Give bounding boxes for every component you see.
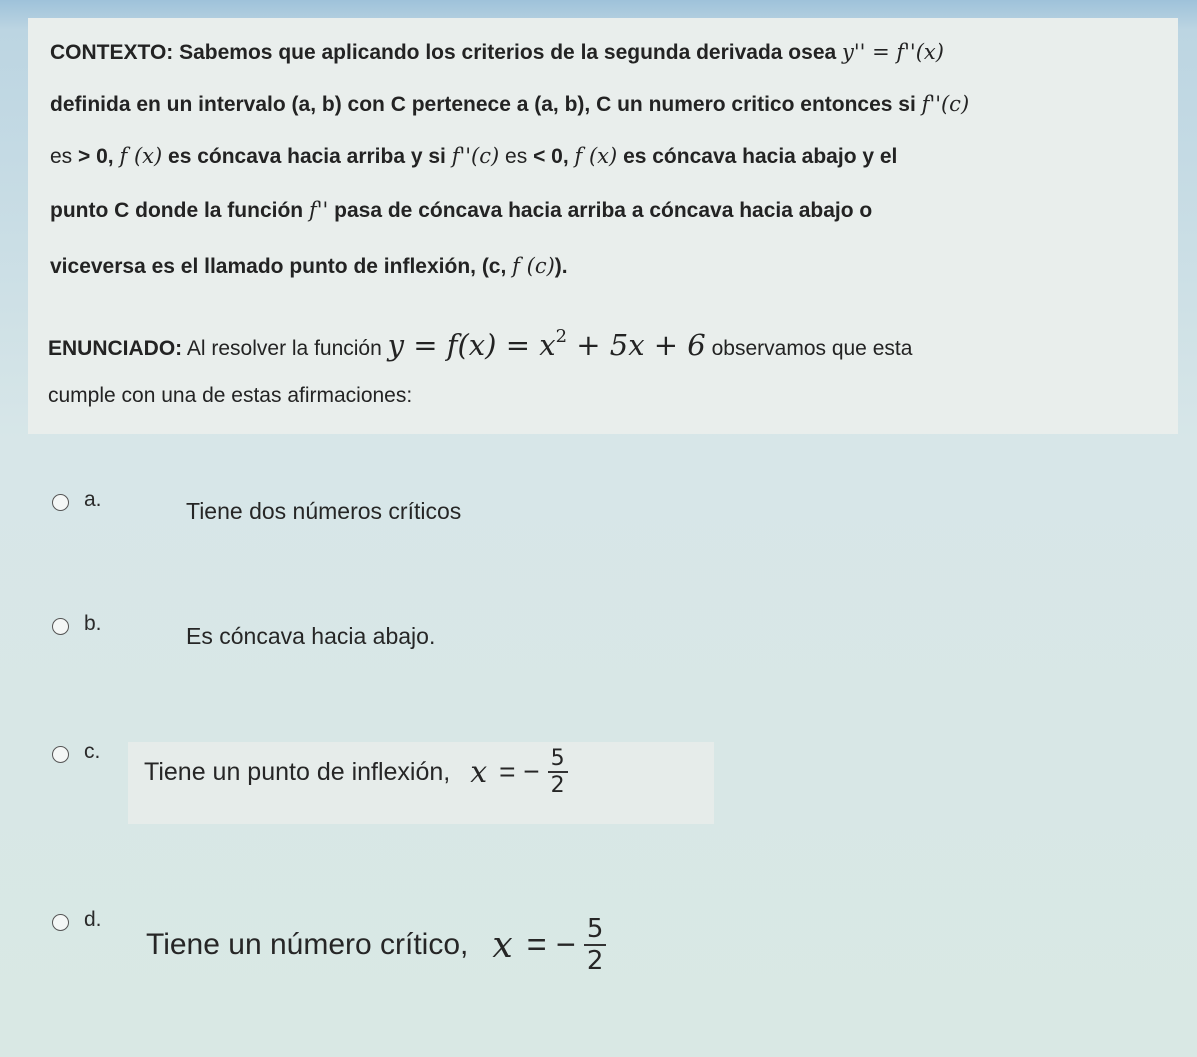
option-a-radio[interactable] bbox=[52, 494, 69, 511]
option-c-letter: c. bbox=[84, 740, 101, 763]
option-c-variable: x bbox=[470, 754, 488, 790]
option-d-fraction bbox=[584, 914, 607, 976]
context-line-3 bbox=[50, 144, 1160, 169]
formula-rhs: + 5x + 6 bbox=[576, 328, 706, 362]
f-double-prime-c-2: f''(c) bbox=[451, 144, 500, 168]
closing-paren: ). bbox=[554, 255, 568, 278]
option-b-text[interactable]: Es cóncava hacia abajo. bbox=[186, 623, 436, 649]
concave-down-text: es cóncava hacia abajo y el bbox=[623, 145, 898, 168]
option-d-equals: = − bbox=[526, 925, 576, 964]
option-c-text: Tiene un punto de inflexión, bbox=[144, 757, 451, 786]
f-double-prime-c: f''(c) bbox=[921, 92, 970, 116]
option-c-equals: = − bbox=[499, 756, 540, 787]
option-b-radio[interactable] bbox=[52, 618, 69, 635]
text-es: es bbox=[50, 145, 73, 168]
statement-label: ENUNCIADO: bbox=[48, 337, 183, 360]
second-derivative-formula: y'' = f''(x) bbox=[842, 40, 944, 64]
context-intro-text: CONTEXTO: Sabemos que aplicando los criterios de la segunda derivada osea bbox=[50, 41, 837, 64]
option-c-denominator: 2 bbox=[550, 773, 565, 798]
inflection-name-text: viceversa es el llamado punto de inflexión, (c, bbox=[50, 255, 507, 278]
context-line-5 bbox=[50, 254, 1160, 279]
statement-question: cumple con una de estas afirmaciones: bbox=[48, 384, 413, 407]
option-d-letter: d. bbox=[84, 908, 102, 931]
f-c: f (c) bbox=[512, 254, 555, 278]
statement-line-2 bbox=[48, 384, 412, 408]
formula-lhs: y = f(x) = x bbox=[387, 328, 556, 362]
option-d-numerator: 5 bbox=[584, 914, 607, 946]
option-a-text[interactable]: Tiene dos números críticos bbox=[186, 498, 462, 524]
statement-text: Al resolver la función bbox=[186, 337, 382, 360]
formula-exponent: 2 bbox=[555, 326, 568, 347]
option-c-radio[interactable] bbox=[52, 746, 69, 763]
inflection-point-text: punto C donde la función bbox=[50, 199, 304, 222]
greater-zero: > 0, bbox=[78, 145, 114, 168]
function-formula bbox=[388, 328, 706, 362]
context-interval-text: definida en un intervalo (a, b) con C pertenece a (a, b), C un numero critico entonces si bbox=[50, 93, 916, 116]
option-a-letter: a. bbox=[84, 488, 102, 511]
f-double-prime: f'' bbox=[308, 198, 329, 222]
statement-text-after: observamos que esta bbox=[711, 337, 913, 360]
context-line-4 bbox=[50, 198, 1160, 223]
text-es-2: es bbox=[505, 145, 528, 168]
option-d-variable: x bbox=[492, 924, 513, 966]
context-line-1 bbox=[50, 40, 1160, 65]
f-x: f (x) bbox=[119, 144, 163, 168]
context-line-2 bbox=[50, 92, 1160, 117]
option-d-text: Tiene un número crítico, bbox=[146, 928, 469, 961]
statement-line-1 bbox=[48, 328, 912, 362]
question-text-panel bbox=[28, 18, 1178, 434]
option-c-numerator: 5 bbox=[548, 746, 568, 773]
option-b-letter: b. bbox=[84, 612, 102, 635]
concavity-change-text: pasa de cóncava hacia arriba a cóncava hacia abajo o bbox=[334, 199, 873, 222]
option-c-content[interactable] bbox=[144, 746, 568, 798]
option-d-radio[interactable] bbox=[52, 914, 69, 931]
concave-up-text: es cóncava hacia arriba y si bbox=[168, 145, 446, 168]
f-x-2: f (x) bbox=[574, 144, 618, 168]
less-zero: < 0, bbox=[533, 145, 569, 168]
option-c-fraction bbox=[548, 746, 568, 798]
option-d-content[interactable] bbox=[146, 914, 606, 976]
option-d-denominator: 2 bbox=[586, 946, 604, 976]
